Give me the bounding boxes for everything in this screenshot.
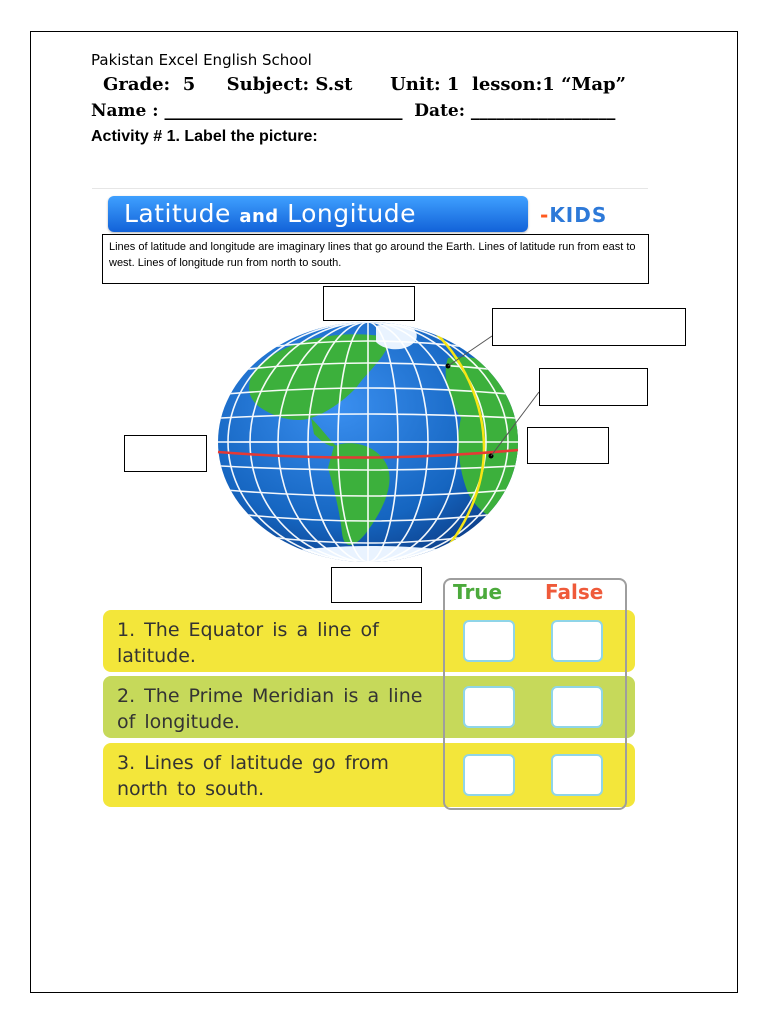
description-box: Lines of latitude and longitude are imaginary lines that go around the Earth. Lines of latitude run from east to west. Lines of longitude run from north to south. xyxy=(102,234,649,284)
label-box-top[interactable] xyxy=(323,286,415,321)
true-checkbox-1[interactable] xyxy=(463,620,515,662)
question-text: 3. Lines of latitude go from north to south. xyxy=(117,752,389,800)
false-checkbox-2[interactable] xyxy=(551,686,603,728)
kids-logo: -KIDS xyxy=(540,203,608,227)
school-name: Pakistan Excel English School xyxy=(91,51,312,69)
true-checkbox-2[interactable] xyxy=(463,686,515,728)
false-checkbox-3[interactable] xyxy=(551,754,603,796)
question-text: 1. The Equator is a line of latitude. xyxy=(117,619,379,667)
name-date-line: Name : ____________________________ Date: _________________ xyxy=(91,101,616,121)
label-box-right[interactable] xyxy=(539,368,648,406)
grade-subject-unit-line: Grade: 5 Subject: S.st Unit: 1 lesson:1 “Map” xyxy=(103,74,626,95)
label-box-left[interactable] xyxy=(124,435,207,472)
label-box-bottom[interactable] xyxy=(331,567,422,603)
banner-title: Latitude and Longitude xyxy=(124,199,416,228)
false-checkbox-1[interactable] xyxy=(551,620,603,662)
activity-heading: Activity # 1. Label the picture: xyxy=(91,128,318,145)
false-header: False xyxy=(545,580,604,604)
label-box-equator-right[interactable] xyxy=(527,427,609,464)
label-box-upper-right[interactable] xyxy=(492,308,686,346)
true-checkbox-3[interactable] xyxy=(463,754,515,796)
question-text: 2. The Prime Meridian is a line of longitude. xyxy=(117,685,423,733)
true-header: True xyxy=(453,580,503,604)
